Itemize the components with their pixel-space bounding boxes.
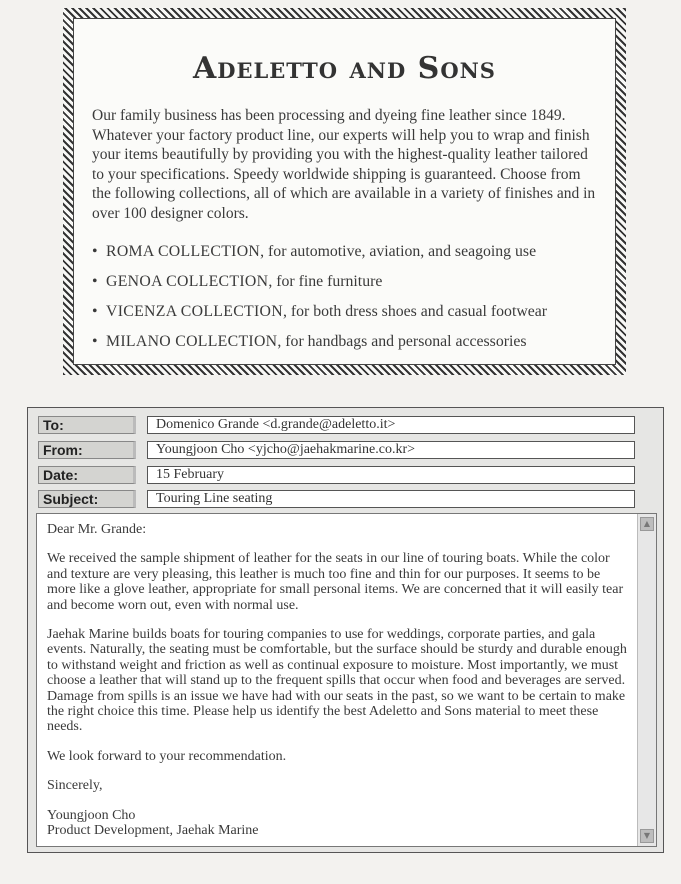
signature-name: Youngjoon Cho <box>47 807 136 823</box>
collection-desc: , for handbags and personal accessories <box>277 333 527 350</box>
body-paragraph: We look forward to your recommendation. <box>47 748 287 764</box>
scroll-up-arrow-icon[interactable]: ▲ <box>640 517 654 531</box>
body-paragraph: Jaehak Marine builds boats for touring companies to use for weddings, corporate parties, and gala events. Naturally, the seating must be comfortable, but the surface should be sturdy and durable enough to withstand weight and friction as well as continual exposure to moisture. Most importantly, we must choose a leather that will stand up to the frequent spills that occur when food and beverages are served. Damage from spills is an issue we have had with our seats in the past, so we want to be certain to make the right choice this time. Please help us identify the best Adeletto and Sons material to meet these needs. <box>47 627 627 735</box>
advertisement-box <box>63 8 626 375</box>
date-field[interactable]: 15 February <box>147 466 635 484</box>
subject-field[interactable]: Touring Line seating <box>147 490 635 508</box>
scroll-down-arrow-icon[interactable]: ▼ <box>640 829 654 843</box>
message-body[interactable] <box>36 513 657 847</box>
collection-desc: , for fine furniture <box>268 273 383 290</box>
from-field[interactable]: Youngjoon Cho <yjcho@jaehakmarine.co.kr> <box>147 441 635 459</box>
from-label: From: <box>38 441 136 459</box>
collection-name: MILANO COLLECTION <box>106 333 278 350</box>
bullet-icon: • <box>92 303 98 320</box>
bullet-icon: • <box>92 273 98 290</box>
to-label: To: <box>38 416 136 434</box>
closing: Sincerely, <box>47 778 103 794</box>
greeting: Dear Mr. Grande: <box>47 522 147 537</box>
collection-item <box>92 327 597 357</box>
ad-title: Adeletto and Sons <box>193 51 496 86</box>
bullet-icon: • <box>92 333 98 350</box>
email-window <box>27 407 664 853</box>
collection-list <box>92 237 597 357</box>
collection-item <box>92 237 597 267</box>
collection-name: ROMA COLLECTION <box>106 243 261 260</box>
collection-name: VICENZA COLLECTION <box>106 303 283 320</box>
collection-desc: , for automotive, aviation, and seagoing use <box>260 243 537 260</box>
collection-item <box>92 297 597 327</box>
ad-intro: Our family business has been processing and dyeing fine leather since 1849. Whatever your factory product line, our experts will help you to wrap and finish your items beautifully by providing you with the highest-quality leather tailored to your specifications. Speedy worldwide shipping is guaranteed. Choose from the following collections, all of which are available in a variety of finishes and in over 100 designer colors. <box>92 107 596 222</box>
bullet-icon: • <box>92 243 98 260</box>
signature-title: Product Development, Jaehak Marine <box>47 823 259 839</box>
date-label: Date: <box>38 466 136 484</box>
to-field[interactable]: Domenico Grande <d.grande@adeletto.it> <box>147 416 635 434</box>
collection-item <box>92 267 597 297</box>
collection-desc: , for both dress shoes and casual footwear <box>282 303 548 320</box>
body-paragraph: We received the sample shipment of leather for the seats in our line of touring boats. While the color and texture are very pleasing, this leather is much too fine and thin for our purposes. It seems to be more like a glove leather, appropriate for small personal items. We are concerned that it will easily tear and become worn out, even with normal use. <box>47 551 624 613</box>
advertisement-inner <box>73 18 616 365</box>
vertical-scrollbar[interactable] <box>637 514 656 846</box>
subject-label: Subject: <box>38 490 136 508</box>
collection-name: GENOA COLLECTION <box>106 273 269 290</box>
